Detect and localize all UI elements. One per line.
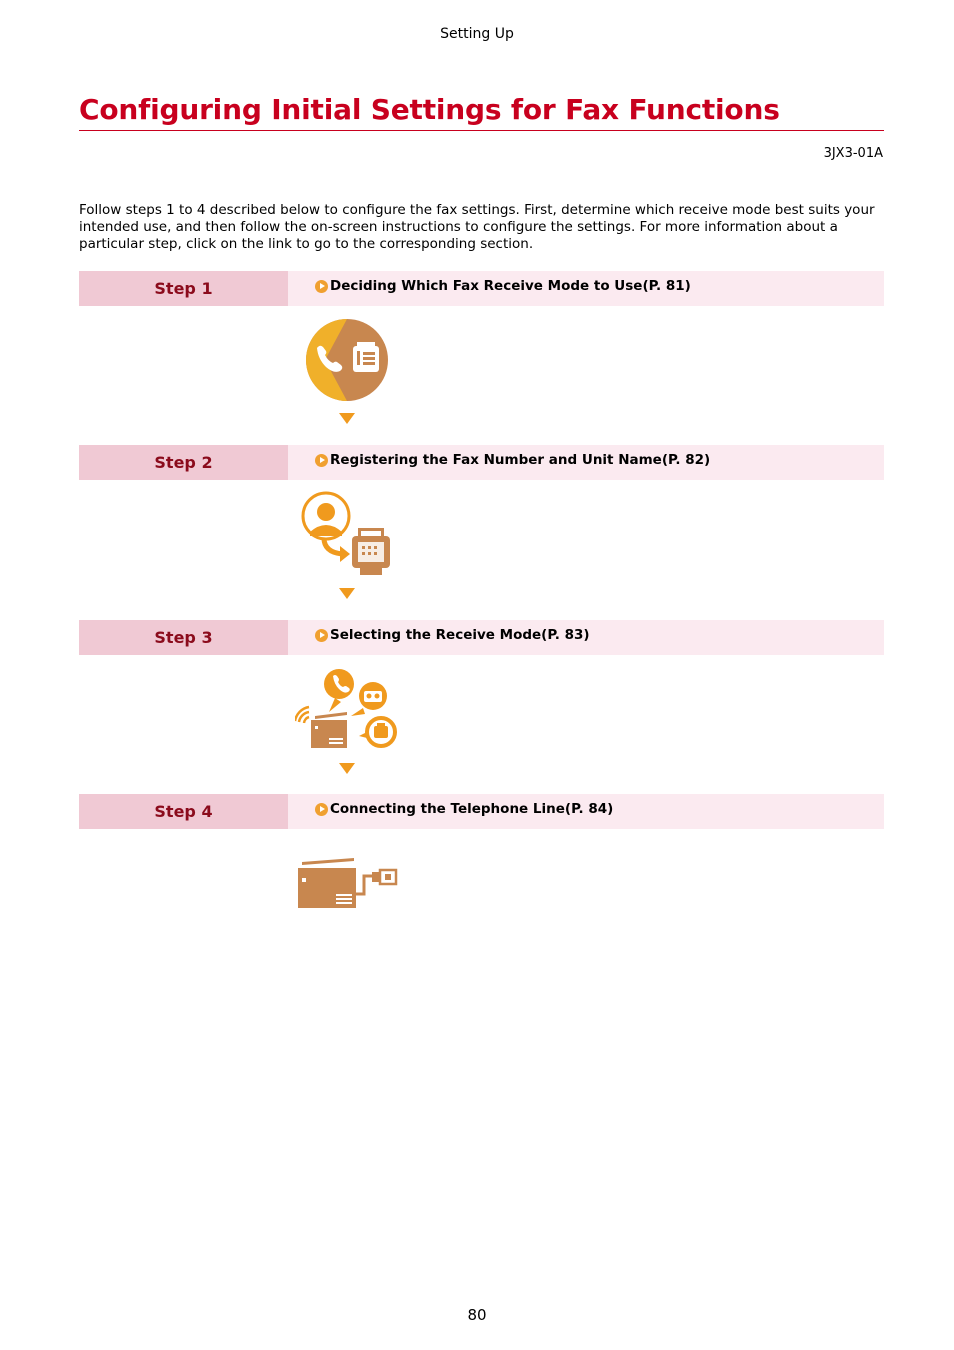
page-number: 80 — [467, 1306, 487, 1324]
link-arrow-icon — [315, 803, 328, 816]
page-title: Configuring Initial Settings for Fax Functions — [79, 93, 884, 131]
step-3-link-text[interactable]: Selecting the Receive Mode(P. 83) — [330, 627, 590, 643]
down-arrow-icon — [339, 588, 355, 599]
step-4-link-text[interactable]: Connecting the Telephone Line(P. 84) — [330, 801, 614, 817]
link-arrow-icon — [315, 280, 328, 293]
step-4-link[interactable] — [288, 794, 884, 829]
telephone-line-icon — [296, 856, 398, 910]
receive-mode-icon — [305, 318, 389, 402]
link-arrow-icon — [315, 629, 328, 642]
step-2-row — [79, 445, 884, 480]
step-4-label: Step 4 — [79, 794, 288, 829]
user-fax-icon — [300, 490, 394, 578]
intro-paragraph: Follow steps 1 to 4 described below to configure the fax settings. First, determine which receive mode best suits your intended use, and then follow the on-screen instructions to configure the settings. For more information about a particular step, click on the link to go to the corresponding section. — [79, 202, 875, 252]
step-2-link-text[interactable]: Registering the Fax Number and Unit Name(P. 82) — [330, 452, 711, 468]
step-1-row — [79, 271, 884, 306]
down-arrow-icon — [339, 763, 355, 774]
step-1-label: Step 1 — [79, 271, 288, 306]
step-3-link[interactable] — [288, 620, 884, 655]
link-arrow-icon — [315, 454, 328, 467]
step-1-link[interactable] — [288, 271, 884, 306]
step-2-label: Step 2 — [79, 445, 288, 480]
step-2-link[interactable] — [288, 445, 884, 480]
step-3-row — [79, 620, 884, 655]
document-id: 3JX3-01A — [823, 146, 883, 161]
down-arrow-icon — [339, 413, 355, 424]
step-1-link-text[interactable]: Deciding Which Fax Receive Mode to Use(P. 81) — [330, 278, 691, 294]
step-4-row — [79, 794, 884, 829]
running-header: Setting Up — [440, 26, 514, 42]
step-3-label: Step 3 — [79, 620, 288, 655]
receive-options-icon — [295, 666, 399, 752]
